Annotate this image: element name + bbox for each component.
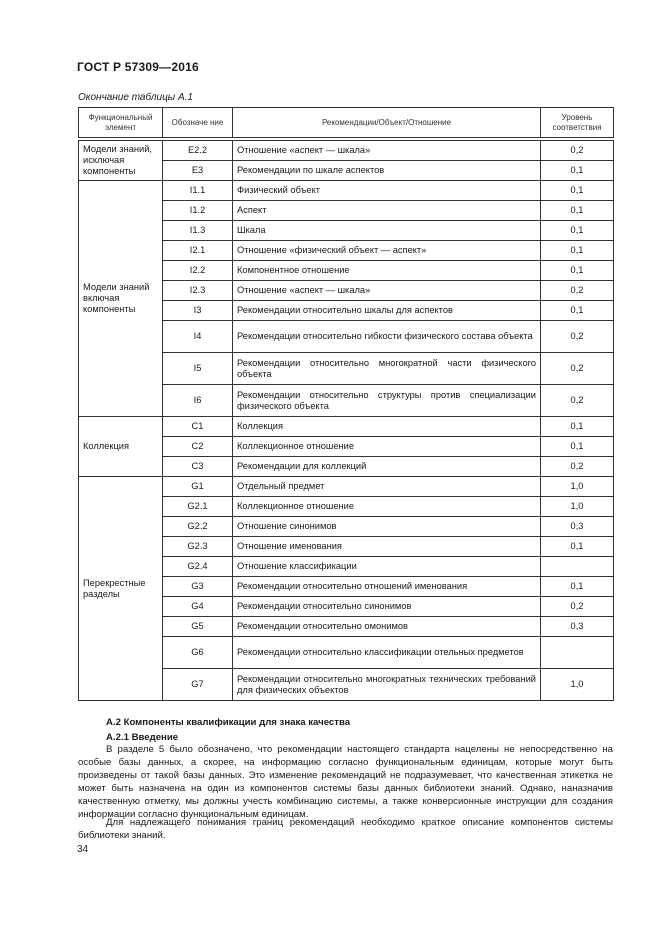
- row-code: I2.1: [163, 241, 233, 261]
- row-code: G7: [163, 669, 233, 701]
- row-code: C2: [163, 437, 233, 457]
- group-label: Модели знаний, исключая компоненты: [79, 139, 163, 181]
- row-level: 0,1: [541, 437, 614, 457]
- row-level: 0,1: [541, 161, 614, 181]
- col-header-rec: Рекомендации/Объект/Отношение: [233, 108, 541, 140]
- row-level: 0,2: [541, 457, 614, 477]
- row-code: E2.2: [163, 139, 233, 161]
- row-text: Рекомендации относительно многократных технических требований для физических объектов: [233, 669, 541, 701]
- row-code: I1.1: [163, 181, 233, 201]
- row-code: C3: [163, 457, 233, 477]
- row-code: I5: [163, 353, 233, 385]
- row-code: C1: [163, 417, 233, 437]
- row-level: 0,1: [541, 201, 614, 221]
- row-code: G2.3: [163, 537, 233, 557]
- row-text: Коллекция: [233, 417, 541, 437]
- row-code: I1.3: [163, 221, 233, 241]
- row-level: 1,0: [541, 477, 614, 497]
- group-label: Перекрестные разделы: [79, 477, 163, 701]
- row-text: Отношение «аспект — шкала»: [233, 281, 541, 301]
- standard-number: ГОСТ Р 57309—2016: [77, 60, 199, 74]
- row-level: 0,1: [541, 301, 614, 321]
- row-code: I2.3: [163, 281, 233, 301]
- table-header-row: [79, 108, 614, 140]
- row-level: 1,0: [541, 669, 614, 701]
- row-level: 0,3: [541, 617, 614, 637]
- table-row: [79, 139, 614, 161]
- row-text: Отношение классификации: [233, 557, 541, 577]
- page-number: 34: [77, 844, 89, 855]
- row-text: Отдельный предмет: [233, 477, 541, 497]
- conformance-table: [78, 107, 614, 701]
- table-row: [79, 181, 614, 201]
- row-level: 0,2: [541, 281, 614, 301]
- row-text: Физический объект: [233, 181, 541, 201]
- row-code: G1: [163, 477, 233, 497]
- row-text: Рекомендации для коллекций: [233, 457, 541, 477]
- row-level: [541, 637, 614, 669]
- row-text: Рекомендации относительно отношений именования: [233, 577, 541, 597]
- row-code: G2.4: [163, 557, 233, 577]
- body-paragraph: В разделе 5 было обозначено, что рекомендации настоящего стандарта нацелены не непосредственно на особые базы данных, а скорее, на информацию согласно функциональным единицам, которые могут быть произведены от такой базы данных. Это изменение рекомендаций не подразумевает, что качественная этикетка не может быть назначена на один из компонентов системы базы данных библиотеки знаний. Однако, наназначив качественную отметку, мы должны учесть комбинацию системы, а также конверсионные инструкции для создания информации согласно функциональным единицам.: [78, 744, 613, 820]
- row-text: Отношение «аспект — шкала»: [233, 139, 541, 161]
- col-header-code: Обозначе ние: [163, 108, 233, 140]
- row-code: G4: [163, 597, 233, 617]
- row-level: 0,2: [541, 385, 614, 417]
- row-text: Рекомендации относительно классификации отельных предметов: [233, 637, 541, 669]
- row-code: G3: [163, 577, 233, 597]
- table-row: [79, 417, 614, 437]
- row-text: Рекомендации относительно синонимов: [233, 597, 541, 617]
- row-text: Отношение «физический объект — аспект»: [233, 241, 541, 261]
- row-level: 0,1: [541, 261, 614, 281]
- row-level: [541, 557, 614, 577]
- row-code: I6: [163, 385, 233, 417]
- row-text: Рекомендации относительно многократной части физического объекта: [233, 353, 541, 385]
- row-text: Коллекционное отношение: [233, 497, 541, 517]
- table-caption: Окончание таблицы А.1: [78, 92, 193, 103]
- body-paragraph: Для надлежащего понимания границ рекомендаций необходимо краткое описание компонентов системы библиотеки знаний.: [78, 817, 613, 841]
- row-text: Аспект: [233, 201, 541, 221]
- row-code: G2.1: [163, 497, 233, 517]
- row-level: 0,1: [541, 417, 614, 437]
- group-label: Коллекция: [79, 417, 163, 477]
- row-text: Рекомендации относительно гибкости физического состава объекта: [233, 321, 541, 353]
- row-code: E3: [163, 161, 233, 181]
- row-code: G6: [163, 637, 233, 669]
- row-text: Рекомендации относительно структуры против специализации физического объекта: [233, 385, 541, 417]
- group-label: Модели знаний включая компоненты: [79, 181, 163, 417]
- section-heading: А.2 Компоненты квалификации для знака качества: [106, 717, 351, 728]
- col-header-func: Функциональный элемент: [79, 108, 163, 140]
- row-level: 0,1: [541, 181, 614, 201]
- row-level: 0,1: [541, 241, 614, 261]
- row-code: I2.2: [163, 261, 233, 281]
- row-level: 0,1: [541, 537, 614, 557]
- row-level: 0,1: [541, 577, 614, 597]
- row-text: Рекомендации относительно омонимов: [233, 617, 541, 637]
- row-code: I4: [163, 321, 233, 353]
- row-text: Компонентное отношение: [233, 261, 541, 281]
- row-level: 0,2: [541, 321, 614, 353]
- row-level: 0,2: [541, 597, 614, 617]
- subsection-heading: А.2.1 Введение: [106, 732, 179, 743]
- row-level: 1,0: [541, 497, 614, 517]
- row-code: G2.2: [163, 517, 233, 537]
- row-text: Рекомендации относительно шкалы для аспектов: [233, 301, 541, 321]
- col-header-level: Уровень соответствия: [541, 108, 614, 140]
- row-level: 0,2: [541, 353, 614, 385]
- row-text: Коллекционное отношение: [233, 437, 541, 457]
- row-code: I3: [163, 301, 233, 321]
- row-level: 0,2: [541, 139, 614, 161]
- row-level: 0,3: [541, 517, 614, 537]
- row-code: I1.2: [163, 201, 233, 221]
- table-row: [79, 477, 614, 497]
- row-code: G5: [163, 617, 233, 637]
- row-text: Отношение именования: [233, 537, 541, 557]
- row-text: Рекомендации по шкале аспектов: [233, 161, 541, 181]
- row-text: Шкала: [233, 221, 541, 241]
- row-level: 0,1: [541, 221, 614, 241]
- row-text: Отношение синонимов: [233, 517, 541, 537]
